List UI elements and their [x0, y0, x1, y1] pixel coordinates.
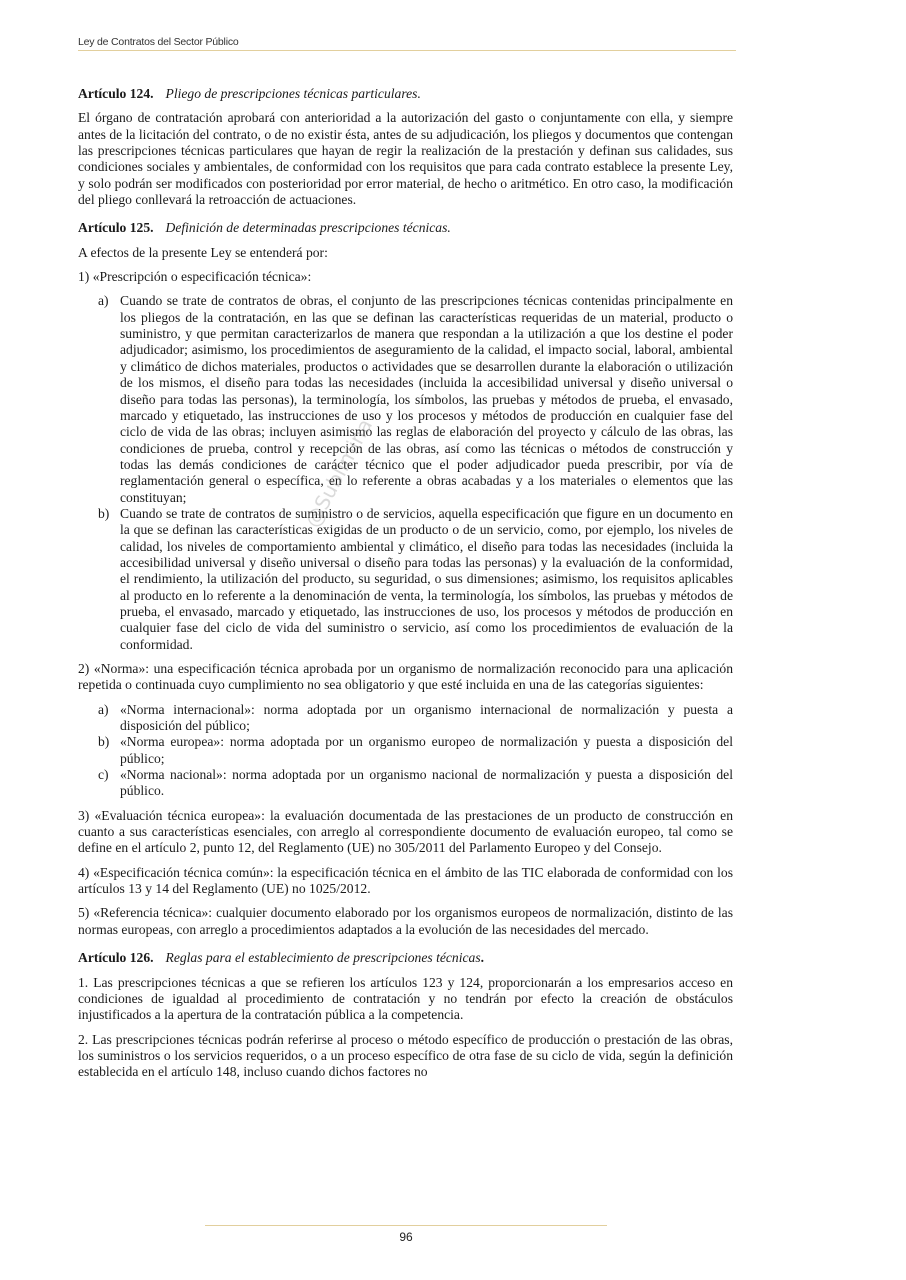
- page-number: 96: [399, 1230, 413, 1244]
- article-number: Artículo 125.: [78, 220, 154, 236]
- article-124-paragraph: El órgano de contratación aprobará con anterioridad a la autorización del gasto o conjuntamente con ella, y siempre antes de la licitación del contrato, o de no existir ésta, antes de su adjudicación, los pliegos y documentos que contengan las prescripciones técnicas particulares que hayan de regir la realización de la prestación y definan sus calidades, sus condiciones sociales y ambientales, de conformidad con los requisitos que para cada contrato establece la presente Ley, y solo podrán ser modificados con posterioridad por error material, de hecho o aritmético. En otro caso, la modificación del pliego conllevará la retroacción de actuaciones.: [78, 110, 733, 208]
- list-label: b): [98, 505, 110, 521]
- list-item: [78, 767, 733, 800]
- article-number: Artículo 124.: [78, 86, 154, 101]
- definition-1: 1) «Prescripción o especificación técnica»:: [78, 269, 312, 285]
- footer-divider: [205, 1225, 607, 1226]
- definition-5: 5) «Referencia técnica»: cualquier documento elaborado por los organismos europeos de normalización, distinto de las normas europeas, con arreglo a procedimientos adaptados a la evolución de las necesidades del mercado.: [78, 905, 733, 937]
- article-125-intro: A efectos de la presente Ley se entenderá por:: [78, 244, 328, 260]
- running-header: Ley de Contratos del Sector Público: [78, 36, 239, 48]
- article-126-paragraph-1: 1. Las prescripciones técnicas a que se refieren los artículos 123 y 124, proporcionarán a los empresarios acceso en condiciones de igualdad al procedimiento de contratación y no tendrán por efecto la creación de obstáculos injustificados a la apertura de la contratación pública a la competencia.: [78, 974, 733, 1023]
- article-number: Artículo 126.: [78, 950, 154, 966]
- article-124-heading: [78, 86, 733, 102]
- list-label: a): [98, 293, 109, 309]
- list-text: «Norma europea»: norma adoptada por un organismo europeo de normalización y puesta a disposición del público;: [120, 734, 733, 766]
- definition-2-list: [78, 702, 733, 800]
- list-item: [78, 734, 733, 767]
- article-title: Reglas para el establecimiento de prescripciones técnicas: [165, 950, 481, 966]
- article-title: Definición de determinadas prescripciones técnicas.: [165, 220, 451, 236]
- watermark: @Sublimina: [300, 414, 378, 532]
- header-divider: [78, 50, 736, 51]
- article-126-heading: [78, 950, 733, 966]
- list-label: a): [98, 701, 109, 717]
- list-text: Cuando se trate de contratos de suministro o de servicios, aquella especificación que figure en un documento en la que se definan las características exigidas de un producto o de un servicio, como, por ejemplo, los niveles de calidad, los niveles de comportamiento ambiental y climático, el diseño para todas las necesidades (incluida la accesibilidad universal y diseño universal o diseño para todas las personas) y la evaluación de la conformidad, el rendimiento, la utilización del producto, su seguridad, o sus dimensiones; asimismo, los requisitos aplicables al producto en lo referente a la denominación de venta, la terminología, los símbolos, las pruebas y métodos de prueba, el envasado, marcado y etiquetado, las instrucciones de uso, los procesos y métodos de producción en cualquier fase del ciclo de vida del suministro o servicio, así como los procedimientos de evaluación de la conformidad.: [120, 505, 733, 652]
- definition-1-list: [78, 293, 733, 653]
- article-title-end: .: [480, 950, 485, 966]
- list-item: [78, 293, 733, 505]
- article-title: Pliego de prescripciones técnicas particulares.: [165, 86, 421, 101]
- list-item: [78, 506, 733, 653]
- page-body: [78, 86, 733, 1081]
- list-text: «Norma internacional»: norma adoptada por un organismo internacional de normalización y puesta a disposición del público;: [120, 701, 733, 734]
- list-label: b): [98, 734, 110, 750]
- list-item: [78, 702, 733, 735]
- article-126-paragraph-2: 2. Las prescripciones técnicas podrán referirse al proceso o método específico de producción o prestación de las obras, los suministros o los servicios requeridos, o a un proceso específico de otra fase de su ciclo de vida, según la definición establecida en el artículo 148, incluso cuando dichos factores no: [78, 1031, 733, 1080]
- list-text: Cuando se trate de contratos de obras, el conjunto de las prescripciones técnicas contenidas principalmente en los pliegos de la contratación, en las que se definan las características requeridas de un material, producto o suministro, y que permitan caracterizarlos de manera que respondan a la utilización a que los destine el poder adjudicador; asimismo, los procedimientos de aseguramiento de la calidad, el impacto social, laboral, ambiental y climático de dichos materiales, productos o actividades que se desarrollen durante la elaboración o utilización de los mismos, el diseño para todas las necesidades (incluida la accesibilidad universal y diseño universal o diseño para todas las personas), la terminología, los símbolos, las pruebas y métodos de prueba, el envasado, marcado y etiquetado, las instrucciones de uso y los procesos y métodos de producción en cualquier fase del ciclo de vida de las obras; incluyen asimismo las reglas de elaboración del proyecto y cálculo de las obras, las condiciones de prueba, control y recepción de las obras, así como las técnicas o métodos de construcción y todas las demás condiciones de carácter técnico que el poder adjudicador pueda prescribir, por vía de reglamentación general o específica, en lo referente a obras acabadas y a los materiales o elementos que las constituyan;: [120, 293, 733, 505]
- definition-2: 2) «Norma»: una especificación técnica aprobada por un organismo de normalización reconocido para una aplicación repetida o continuada cuyo cumplimiento no sea obligatorio y que esté incluida en una de las categorías siguientes:: [78, 661, 733, 693]
- definition-3: 3) «Evaluación técnica europea»: la evaluación documentada de las prestaciones de un producto de construcción en cuanto a sus características esenciales, con arreglo al correspondiente documento de evaluación europeo, tal como se define en el artículo 2, punto 12, del Reglamento (UE) no 305/2011 del Parlamento Europeo y del Consejo.: [78, 807, 733, 856]
- article-125-heading: [78, 220, 733, 236]
- list-text: «Norma nacional»: norma adoptada por un organismo nacional de normalización y puesta a disposición del público.: [120, 767, 733, 799]
- list-label: c): [98, 767, 109, 783]
- definition-4: 4) «Especificación técnica común»: la especificación técnica en el ámbito de las TIC elaborada de conformidad con los artículos 13 y 14 del Reglamento (UE) no 1025/2012.: [78, 864, 733, 897]
